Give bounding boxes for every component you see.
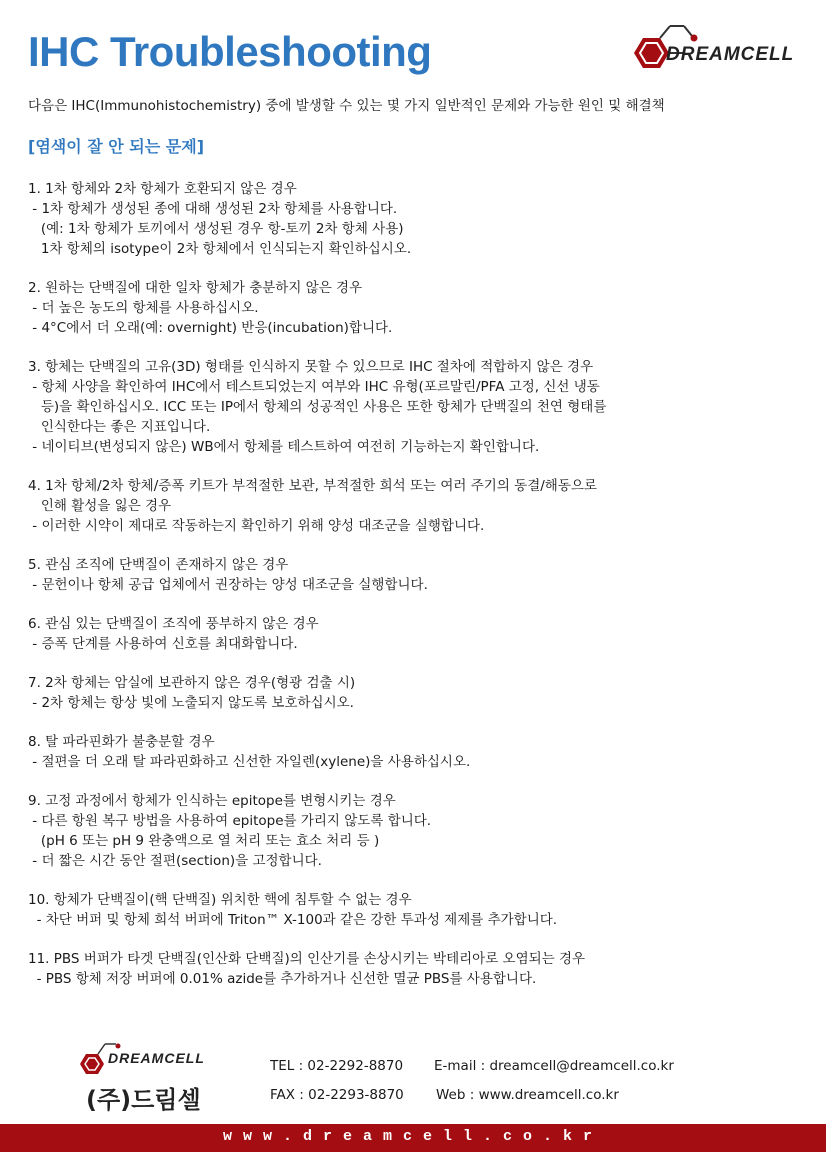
- item-line: 4. 1차 항체/2차 항체/증폭 키트가 부적절한 보관, 부적절한 희석 또는 여러 주기의 동결/해동으로: [28, 478, 597, 494]
- list-item: [28, 673, 808, 713]
- item-line: 1. 1차 항체와 2차 항체가 호환되지 않은 경우: [28, 181, 297, 197]
- intro-text: 다음은 IHC(Immunohistochemistry) 중에 발생할 수 있는 몇 가지 일반적인 문제와 가능한 원인 및 해결책: [28, 98, 665, 114]
- list-item: [28, 949, 808, 989]
- item-line: - 절편을 더 오래 탈 파라핀화하고 신선한 자일렌(xylene)을 사용하십시오.: [28, 754, 471, 770]
- page-title: IHC Troubleshooting: [28, 28, 432, 75]
- item-line: - 4°C에서 더 오래(예: overnight) 반응(incubation)합니다.: [28, 320, 393, 336]
- list-item: [28, 890, 808, 930]
- item-line: 7. 2차 항체는 암실에 보관하지 않은 경우(형광 검출 시): [28, 675, 356, 691]
- item-line: 3. 항체는 단백질의 고유(3D) 형태를 인식하지 못할 수 있으므로 IHC 절차에 적합하지 않은 경우: [28, 359, 594, 375]
- item-line: 6. 관심 있는 단백질이 조직에 풍부하지 않은 경우: [28, 616, 319, 632]
- fax-text: FAX : 02-2293-8870: [270, 1087, 404, 1103]
- section-heading: [염색이 잘 안 되는 문제]: [28, 137, 205, 156]
- list-item: [28, 732, 808, 772]
- item-line: - 더 높은 농도의 항체를 사용하십시오.: [28, 300, 259, 316]
- list-item: [28, 357, 808, 457]
- item-line: 등)을 확인하십시오. ICC 또는 IP에서 항체의 성공적인 사용은 또한 항체가 단백질의 천연 형태를: [28, 399, 607, 415]
- item-line: - 네이티브(변성되지 않은) WB에서 항체를 테스트하여 여전히 기능하는지 확인합니다.: [28, 439, 540, 455]
- list-item: [28, 179, 808, 259]
- list-item: [28, 791, 808, 871]
- item-line: - 증폭 단계를 사용하여 신호를 최대화합니다.: [28, 636, 298, 652]
- troubleshooting-list: [28, 179, 808, 1008]
- list-item: [28, 278, 808, 338]
- item-line: 8. 탈 파라핀화가 불충분할 경우: [28, 734, 215, 750]
- item-line: 9. 고정 과정에서 항체가 인식하는 epitope를 변형시키는 경우: [28, 793, 396, 809]
- item-line: - 더 짧은 시간 동안 절편(section)을 고정합니다.: [28, 853, 322, 869]
- logo-text: DREAMCELL: [666, 44, 795, 65]
- item-line: - 2차 항체는 항상 빛에 노출되지 않도록 보호하십시오.: [28, 695, 354, 711]
- item-line: 11. PBS 버퍼가 타겟 단백질(인산화 단백질)의 인산기를 손상시키는 박테리아로 오염되는 경우: [28, 951, 586, 967]
- item-line: - PBS 항체 저장 버퍼에 0.01% azide를 추가하거나 신선한 멸균 PBS를 사용합니다.: [28, 971, 537, 987]
- tel-text: TEL : 02-2292-8870: [270, 1058, 404, 1074]
- item-line: - 문헌이나 항체 공급 업체에서 권장하는 양성 대조군을 실행합니다.: [28, 577, 428, 593]
- item-line: - 1차 항체가 생성된 종에 대해 생성된 2차 항체를 사용합니다.: [28, 201, 398, 217]
- item-line: (예: 1차 항체가 토끼에서 생성된 경우 항-토끼 2차 항체 사용): [28, 221, 404, 237]
- item-line: - 이러한 시약이 제대로 작동하는지 확인하기 위해 양성 대조군을 실행합니다.: [28, 518, 485, 534]
- item-line: (pH 6 또는 pH 9 완충액으로 열 처리 또는 효소 처리 등 ): [28, 833, 380, 849]
- item-line: - 차단 버퍼 및 항체 희석 버퍼에 Triton™ X-100과 같은 강한 투과성 제제를 추가합니다.: [28, 912, 558, 928]
- item-line: 10. 항체가 단백질이(핵 단백질) 위치한 핵에 침투할 수 없는 경우: [28, 892, 412, 908]
- list-item: [28, 476, 808, 536]
- footer-website-banner[interactable]: www.dreamcell.co.kr: [222, 1128, 604, 1145]
- list-item: [28, 555, 808, 595]
- item-line: - 다른 항원 복구 방법을 사용하여 epitope를 가리지 않도록 합니다.: [28, 813, 432, 829]
- item-line: 1차 항체의 isotype이 2차 항체에서 인식되는지 확인하십시오.: [28, 241, 412, 257]
- item-line: 2. 원하는 단백질에 대한 일차 항체가 충분하지 않은 경우: [28, 280, 363, 296]
- company-name: (주)드림셀: [86, 1086, 201, 1114]
- item-line: 5. 관심 조직에 단백질이 존재하지 않은 경우: [28, 557, 289, 573]
- item-line: 인식한다는 좋은 지표입니다.: [28, 419, 211, 435]
- footer-logo-text: DREAMCELL: [108, 1050, 205, 1066]
- list-item: [28, 614, 808, 654]
- email-link[interactable]: E-mail : dreamcell@dreamcell.co.kr: [434, 1058, 674, 1074]
- web-link[interactable]: Web : www.dreamcell.co.kr: [436, 1087, 619, 1103]
- item-line: - 항체 사양을 확인하여 IHC에서 테스트되었는지 여부와 IHC 유형(포르말린/PFA 고정, 신선 냉동: [28, 379, 600, 395]
- item-line: 인해 활성을 잃은 경우: [28, 498, 172, 514]
